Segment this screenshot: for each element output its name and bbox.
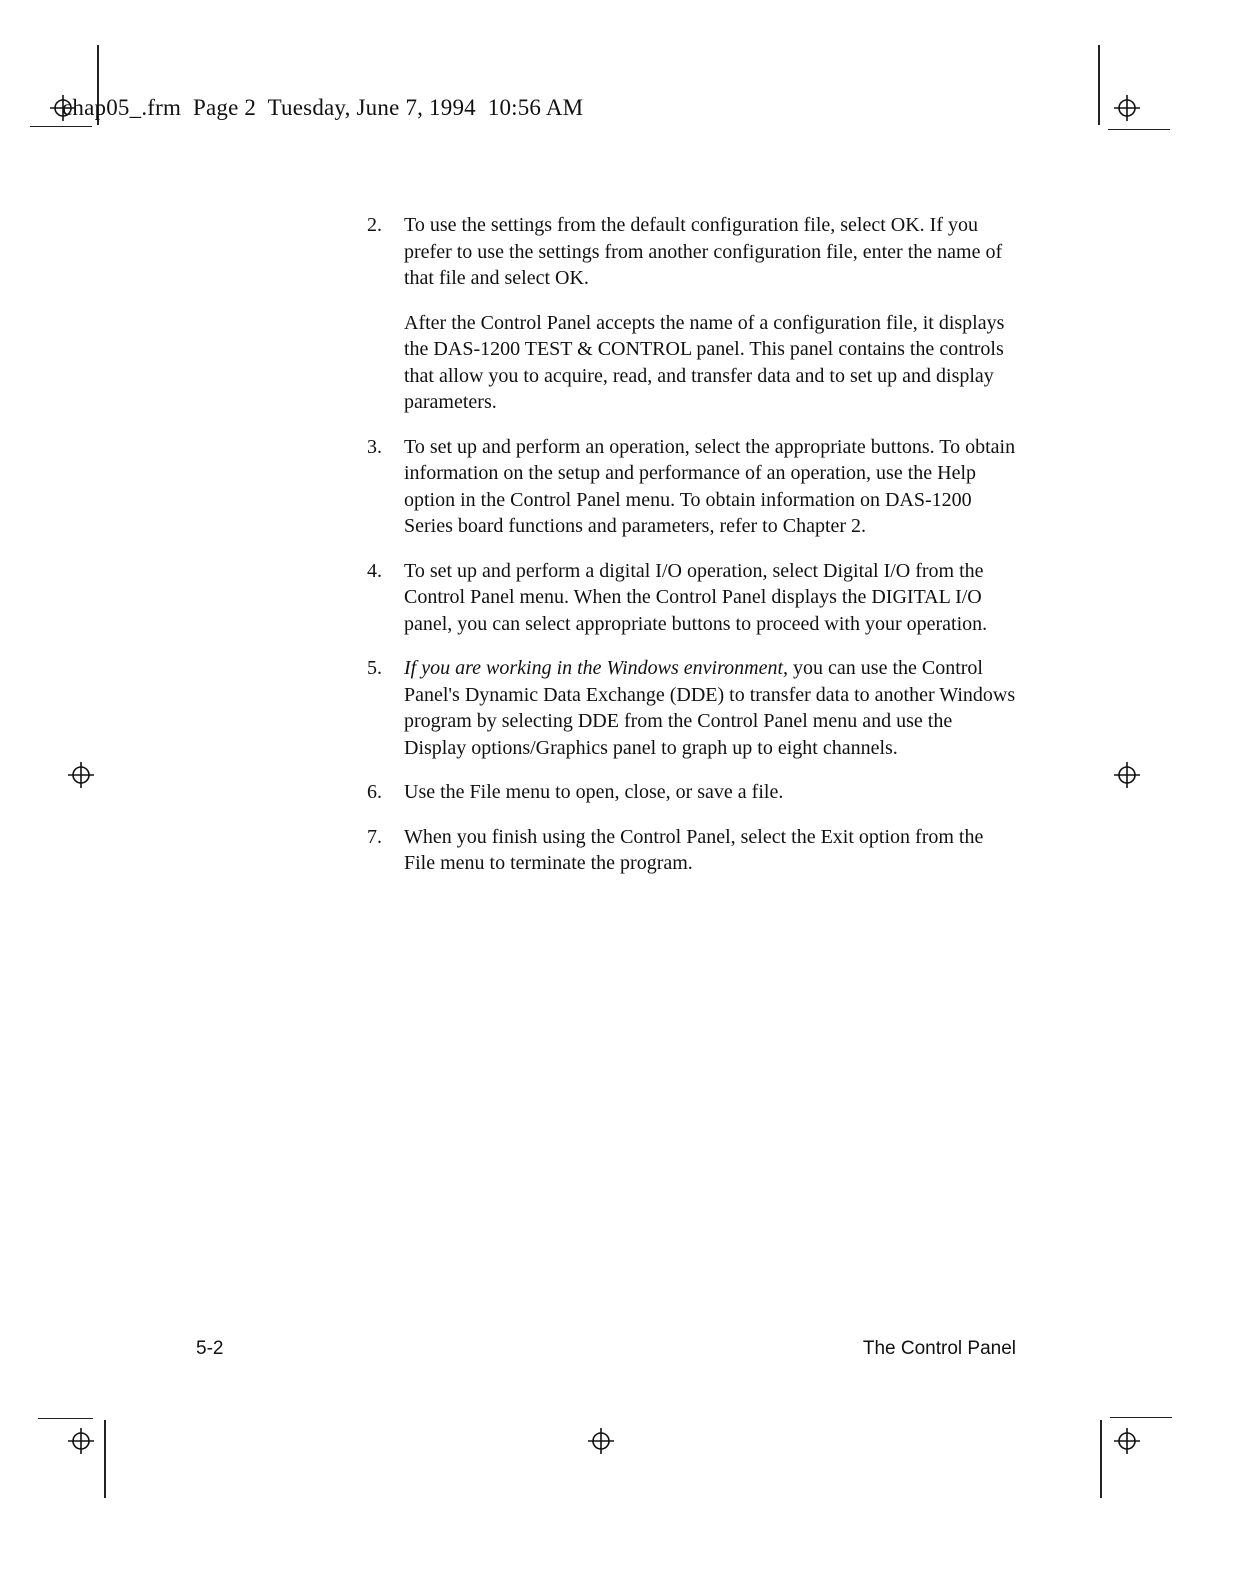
section-title: The Control Panel xyxy=(862,1338,1016,1359)
registration-mark-icon xyxy=(587,1427,615,1455)
list-item xyxy=(367,434,1017,540)
crop-line xyxy=(1098,45,1100,125)
crop-line xyxy=(38,1418,93,1419)
crop-line xyxy=(1110,1417,1172,1418)
page-number: 5-2 xyxy=(196,1338,224,1359)
list-item xyxy=(367,558,1017,638)
crop-line xyxy=(1108,129,1170,130)
step-number: 7. xyxy=(367,825,382,848)
step-number: 4. xyxy=(367,559,382,582)
registration-mark-icon xyxy=(1113,761,1141,789)
list-item xyxy=(367,824,1017,877)
step-text: you can use the Control Panel's Dynamic Data Exchange (DDE) to transfer data to another Windows program by selecting DDE from the Control Panel menu and use the Display options/Graphics panel to graph up to eight channels. xyxy=(404,657,1016,759)
registration-mark-icon xyxy=(67,1427,95,1455)
step-number: 2. xyxy=(367,214,382,236)
registration-mark-icon xyxy=(1113,94,1141,122)
step-number: 3. xyxy=(367,435,382,458)
registration-mark-icon xyxy=(1113,1427,1141,1455)
procedure-list xyxy=(367,212,1017,895)
step-text: Use the File menu to open, close, or save a file. xyxy=(404,781,784,803)
list-item xyxy=(367,779,1017,806)
crop-line xyxy=(104,1420,106,1498)
step-text: To set up and perform an operation, select the appropriate buttons. To obtain information on the setup and performance of an operation, use the Help option in the Control Panel menu. To obtain information on DAS-1200 Series board functions and parameters, refer to Chapter 2. xyxy=(404,435,1016,537)
step-number: 6. xyxy=(367,781,382,803)
step-text: To set up and perform a digital I/O operation, select Digital I/O from the Control Panel menu. When the Control Panel displays the DIGITAL I/O panel, you can select appropriate buttons to proceed with your operation. xyxy=(404,559,988,635)
running-head: chap05_.frm Page 2 Tuesday, June 7, 1994 10:56 AM xyxy=(62,95,584,120)
step-intro: If you are working in the Windows environment, xyxy=(404,657,789,679)
crop-line xyxy=(30,126,92,127)
step-paragraph xyxy=(404,655,1017,761)
step-text: To use the settings from the default configuration file, select OK. If you prefer to use the settings from another configuration file, enter the name of that file and select OK. xyxy=(404,214,1003,289)
list-item xyxy=(367,212,1017,416)
step-continuation: After the Control Panel accepts the name of a configuration file, it displays the DAS-1200 TEST & CONTROL panel. This panel contains the controls that allow you to acquire, read, and transfer data and to set up and display parameters. xyxy=(404,311,1005,413)
step-text: When you finish using the Control Panel, select the Exit option from the File menu to terminate the program. xyxy=(404,825,984,874)
crop-line xyxy=(1100,1420,1102,1498)
step-number: 5. xyxy=(367,657,382,679)
list-item xyxy=(367,655,1017,761)
registration-mark-icon xyxy=(67,761,95,789)
